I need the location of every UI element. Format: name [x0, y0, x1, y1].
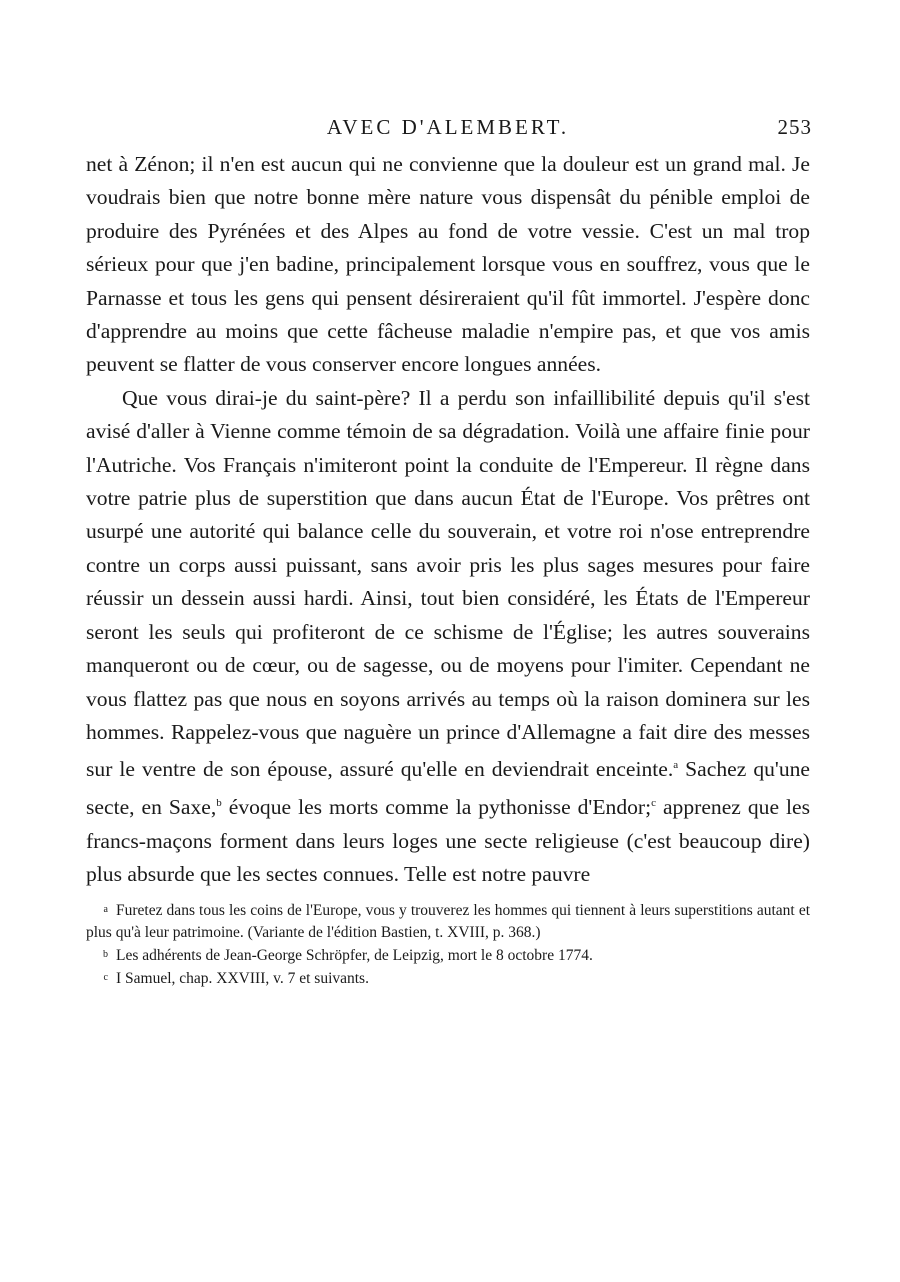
footnote-text: I Samuel, chap. XXVIII, v. 7 et suivants.	[116, 970, 369, 988]
paragraph-text-cont-c: apprenez que les francs-maçons forment dans leurs loges une secte religieuse (c'est beaucoup dire) plus absurde que les sectes connues. Telle est notre pauvre	[86, 795, 811, 886]
body-text	[86, 148, 810, 891]
paragraph-text-cont-a: Sachez qu'une secte, en Saxe,	[86, 757, 810, 820]
footnote-ref-a[interactable]: a	[673, 759, 679, 772]
footnote-mark: b	[103, 949, 108, 961]
running-head	[86, 112, 810, 148]
footnote-text: Furetez dans tous les coins de l'Europe, vous y trouverez les hommes qui tiennent à leurs superstitions autant et plus qu'à leur patrimoine. (Variante de l'édition Bastien, t. XVIII, p. 368.)	[86, 902, 810, 942]
running-title: AVEC D'ALEMBERT.	[326, 115, 570, 139]
footnote-ref-c[interactable]: c	[651, 796, 656, 809]
footnote-c	[86, 967, 810, 990]
paragraph-continued: net à Zénon; il n'en est aucun qui ne convienne que la douleur est un grand mal. Je voudrais bien que notre bonne mère nature vous dispensât du pénible emploi de produire des Pyrénées et des Alpes au fond de votre vessie. C'est un mal trop sérieux pour que j'en badine, principalement lorsque vous en souffrez, vous que le Parnasse et tous les gens qui pensent désireraient qu'il fût immortel. J'espère donc d'apprendre au moins que cette fâcheuse maladie n'empire pas, et que vos amis peuvent se flatter de vous conserver encore longues années.	[86, 152, 810, 377]
page-number: 253	[777, 115, 812, 139]
paragraph-text: Que vous dirai-je du saint-père? Il a perdu son infaillibilité depuis qu'il s'est avisé d'aller à Vienne comme témoin de sa dégradation. Voilà une affaire finie pour l'Autriche. Vos Français n'imiteront point la conduite de l'Empereur. Il règne dans votre patrie plus de superstition que dans aucun État de l'Europe. Vos prêtres ont usurpé une autorité qui balance celle du souverain, et votre roi n'ose entreprendre contre un corps aussi puissant, sans avoir pris les plus sages mesures pour faire réussir un dessein aussi hardi. Ainsi, tout bien considéré, les États de l'Empereur seront les seuls qui profiteront de ce schisme de l'Église; les autres souverains manqueront ou de cœur, ou de sagesse, ou de moyens pour l'imiter. Cependant ne vous flattez pas que nous en soyons arrivés au temps où la raison dominera sur les hommes. Rappelez-vous que naguère un prince d'Allemagne a fait dire des messes sur le ventre de son épouse, assuré qu'elle en deviendrait enceinte.	[86, 385, 810, 782]
footnote-ref-b[interactable]: b	[216, 796, 222, 809]
book-page	[86, 112, 810, 990]
paragraph-text-cont-b: évoque les morts comme la pythonisse d'Endor;	[221, 795, 652, 820]
footnote-a	[86, 899, 810, 944]
paragraph-saint-pere	[86, 382, 810, 891]
footnote-text: Les adhérents de Jean-George Schröpfer, de Leipzig, mort le 8 octobre 1774.	[116, 947, 593, 965]
footnote-mark: a	[103, 904, 108, 916]
footnote-mark: c	[103, 972, 108, 984]
footnote-b	[86, 944, 810, 967]
footnotes	[86, 899, 810, 990]
